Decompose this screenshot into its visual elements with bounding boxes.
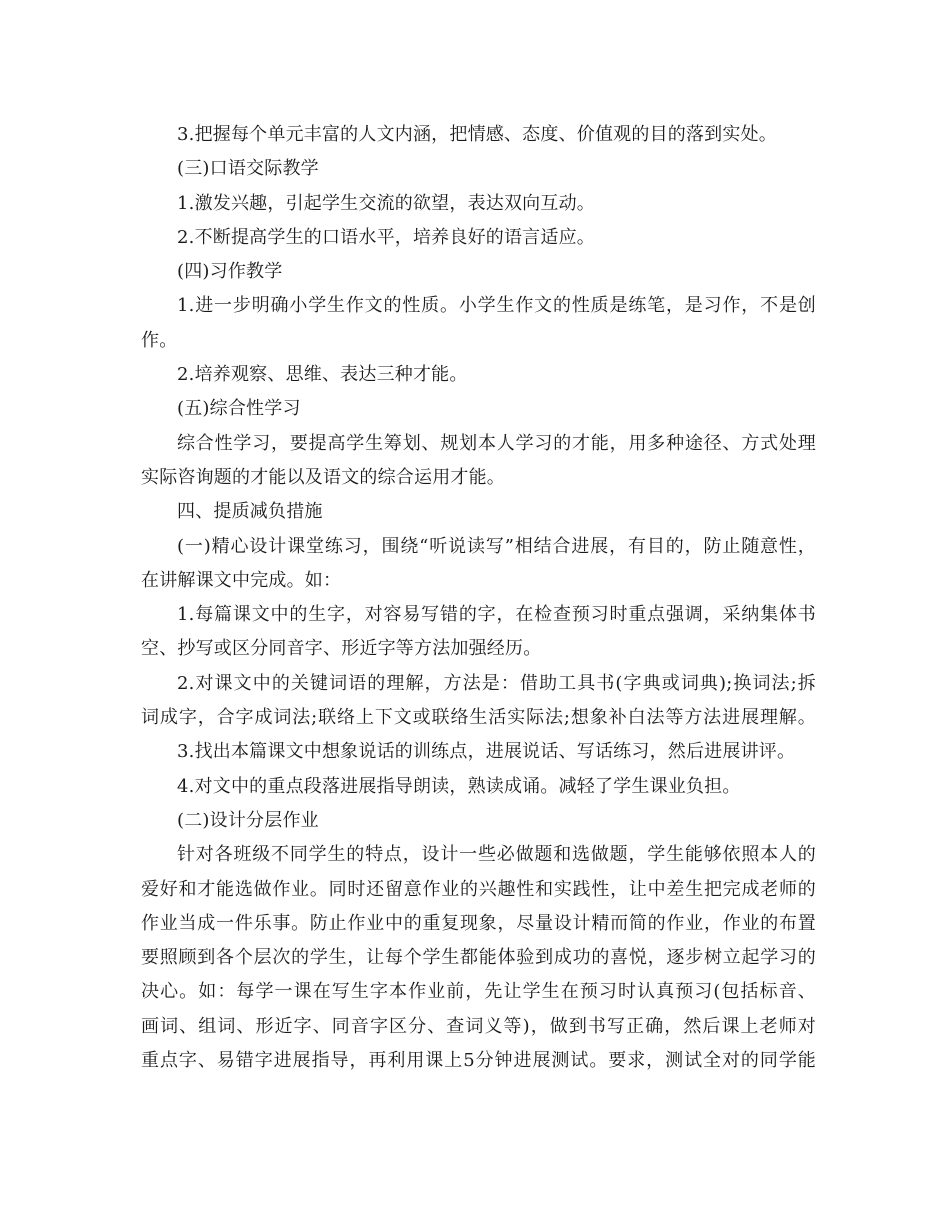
text-line: 1.激发兴趣，引起学生交流的欲望，表达双向互动。 [177,192,595,214]
text-line: 实际咨询题的才能以及语文的综合运用才能。 [141,466,505,488]
text-line: (四)习作教学 [177,261,283,283]
text-line: 要照顾到各个层次的学生，让每个学生都能体验到成功的喜悦，逐步树立起学习的 [141,947,816,969]
text-line: 作。 [141,329,178,351]
text-line: (一)精心设计课堂练习，围绕“听说读写”相结合进展，有目的，防止随意性， [177,535,816,557]
text-line: 综合性学习，要提高学生筹划、规划本人学习的才能，用多种途径、方式处理 [177,432,816,454]
text-line: 爱好和才能选做作业。同时还留意作业的兴趣性和实践性，让中差生把完成老师的 [141,878,816,900]
text-line: 决心。如：每学一课在写生字本作业前，先让学生在预习时认真预习(包括标音、 [141,981,816,1003]
text-line: 2.培养观察、思维、表达三种才能。 [177,364,468,386]
text-line: 在讲解课文中完成。如： [141,569,342,591]
document-body [141,118,816,1078]
text-line: 四、提质减负措施 [177,501,323,523]
text-line: 1.进一步明确小学生作文的性质。小学生作文的性质是练笔，是习作，不是创 [177,295,816,317]
text-line: 画词、组词、形近字、同音字区分、查词义等)，做到书写正确，然后课上老师对 [141,1015,816,1037]
text-line: 针对各班级不同学生的特点，设计一些必做题和选做题，学生能够依照本人的 [177,844,816,866]
text-line: (三)口语交际教学 [177,158,319,180]
text-line: 重点字、易错字进展指导，再利用课上5分钟进展测试。要求，测试全对的同学能 [141,1050,816,1072]
text-line: 2.对课文中的关键词语的理解，方法是：借助工具书(字典或词典);换词法;拆 [177,672,816,694]
text-line: 空、抄写或区分同音字、形近字等方法加强经历。 [141,638,542,660]
text-line: 作业当成一件乐事。防止作业中的重复现象，尽量设计精而简的作业，作业的布置 [141,912,816,934]
text-line: 3.把握每个单元丰富的人文内涵，把情感、态度、价值观的目的落到实处。 [177,124,777,145]
text-line: 3.找出本篇课文中想象说话的训练点，进展说话、写话练习，然后进展讲评。 [177,741,796,763]
text-line: 词成字，合字成词法;联络上下文或联络生活实际法;想象补白法等方法进展理解。 [141,707,816,729]
text-line: (五)综合性学习 [177,398,301,420]
text-line: 1.每篇课文中的生字，对容易写错的字，在检查预习时重点强调，采纳集体书 [177,604,816,626]
text-line: (二)设计分层作业 [177,809,319,831]
text-line: 2.不断提高学生的口语水平，培养良好的语言适应。 [177,226,595,248]
text-line: 4.对文中的重点段落进展指导朗读，熟读成诵。减轻了学生课业负担。 [177,775,741,797]
